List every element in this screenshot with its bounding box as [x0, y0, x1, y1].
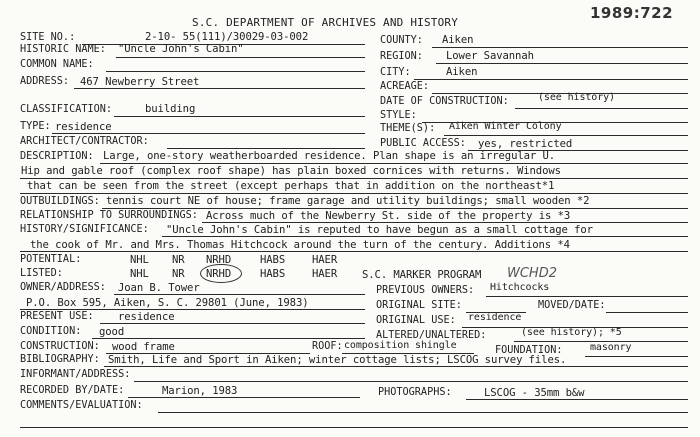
classification-line	[114, 116, 365, 117]
historic-name-label: HISTORIC NAME:	[20, 44, 106, 55]
listed-habs: HABS	[260, 268, 286, 280]
site-no-label: SITE NO.:	[20, 32, 76, 43]
marker-program-label: S.C. MARKER PROGRAM	[362, 269, 482, 281]
site-no-value: 2-10- 55(111)/30029-03-002	[145, 31, 309, 43]
description-rule-1	[100, 163, 688, 164]
city-value: Aiken	[446, 66, 478, 78]
classification-label: CLASSIFICATION:	[20, 104, 113, 115]
recorded-line	[128, 397, 360, 398]
marker-handwritten-note: WCHD2	[507, 266, 557, 281]
potential-nrhd: NRHD	[206, 254, 232, 266]
address-label: ADDRESS:	[20, 76, 70, 87]
date-construction-line	[515, 108, 688, 109]
architect-label: ARCHITECT/CONTRACTOR:	[20, 136, 149, 147]
relationship-label: RELATIONSHIP TO SURROUNDINGS:	[20, 210, 198, 221]
history-line-2: the cook of Mr. and Mrs. Thomas Hitchcock around the turn of the century. Additions *4	[30, 239, 570, 251]
architect-line	[167, 148, 365, 149]
listed-label: LISTED:	[20, 268, 63, 279]
style-label: STYLE:	[380, 110, 417, 121]
moved-date-label: MOVED/DATE:	[538, 300, 606, 311]
owner-rule-1	[114, 294, 365, 295]
historic-name-value: "Uncle John's Cabin"	[118, 43, 244, 55]
original-site-label: ORIGINAL SITE:	[376, 300, 462, 311]
outbuildings-value: tennis court NE of house; frame garage and utility buildings; small wooden *2	[106, 195, 590, 207]
outbuildings-line	[102, 208, 688, 209]
roof-label: ROOF:	[312, 341, 343, 352]
relationship-line	[202, 222, 688, 223]
photographs-label: PHOTOGRAPHS:	[378, 387, 452, 398]
region-label: REGION:	[380, 51, 423, 62]
common-name-line	[106, 71, 365, 72]
comments-label: COMMENTS/EVALUATION:	[20, 400, 143, 411]
potential-label: POTENTIAL:	[20, 254, 82, 265]
relationship-value: Across much of the Newberry St. side of the property is *3	[206, 210, 571, 222]
previous-owners-label: PREVIOUS OWNERS:	[376, 285, 475, 296]
present-use-value: residence	[118, 311, 175, 323]
moved-date-line	[606, 312, 688, 313]
history-rule-2	[20, 251, 688, 252]
acreage-label: ACREAGE:	[380, 81, 430, 92]
address-value: 467 Newberry Street	[80, 76, 200, 88]
county-line	[432, 47, 688, 48]
public-access-label: PUBLIC ACCESS:	[380, 138, 466, 149]
owner-line-1: Joan B. Tower	[118, 282, 200, 294]
informant-label: INFORMANT/ADDRESS:	[20, 369, 131, 380]
classification-value: building	[145, 103, 196, 115]
region-value: Lower Savannah	[446, 50, 534, 62]
roof-value: composition shingle	[344, 340, 457, 351]
history-label: HISTORY/SIGNIFICANCE:	[20, 224, 149, 235]
recorded-label: RECORDED BY/DATE:	[20, 385, 125, 396]
county-value: Aiken	[442, 34, 474, 46]
owner-label: OWNER/ADDRESS:	[20, 282, 106, 293]
city-label: CITY:	[380, 67, 411, 78]
potential-habs: HABS	[260, 254, 286, 266]
historic-name-line	[116, 57, 365, 58]
history-line-1: "Uncle John's Cabin" is reputed to have begun as a small cottage for	[166, 224, 593, 236]
photographs-line	[466, 399, 688, 400]
potential-haer: HAER	[312, 254, 338, 266]
listed-nhl: NHL	[130, 268, 149, 280]
potential-nhl: NHL	[130, 254, 149, 266]
construction-value: wood frame	[112, 341, 175, 353]
theme-line	[444, 135, 688, 136]
description-rule-2	[20, 178, 688, 179]
date-construction-label: DATE OF CONSTRUCTION:	[380, 96, 509, 107]
common-name-label: COMMON NAME:	[20, 59, 94, 70]
description-line-2: Hip and gable roof (complex roof shape) has plain boxed cornices with returns. Windows	[21, 165, 561, 177]
description-line-1: Large, one-story weatherboarded residence. Plan shape is an irregular U.	[103, 150, 556, 162]
informant-line	[134, 381, 688, 382]
foundation-label: FOUNDATION:	[495, 345, 563, 356]
foundation-line	[585, 356, 688, 357]
photographs-value: LSCOG - 35mm b&w	[484, 387, 585, 399]
owner-rule-2	[20, 309, 365, 310]
comments-rule-2	[20, 427, 688, 428]
potential-nr: NR	[172, 254, 185, 266]
city-line	[414, 79, 688, 80]
listed-nr: NR	[172, 268, 185, 280]
county-label: COUNTY:	[380, 35, 423, 46]
type-label: TYPE:	[20, 121, 51, 132]
previous-owners-line	[486, 296, 688, 297]
form-title: S.C. DEPARTMENT OF ARCHIVES AND HISTORY	[192, 16, 459, 29]
theme-label: THEME(S):	[380, 123, 436, 134]
theme-value: Aiken Winter Colony	[449, 121, 562, 132]
present-use-line	[100, 323, 365, 324]
bibliography-value: Smith, Life and Sport in Aiken; winter cottage lists; LSCOG survey files.	[108, 354, 567, 366]
date-construction-value: (see history)	[538, 92, 615, 103]
listed-haer: HAER	[312, 268, 338, 280]
previous-owners-value: Hitchcocks	[490, 282, 550, 293]
address-line	[74, 88, 365, 89]
description-line-3: that can be seen from the street (except perhaps that in addition on the northeast*1	[27, 180, 555, 192]
condition-line	[92, 338, 365, 339]
recorded-value: Marion, 1983	[162, 385, 238, 397]
condition-value: good	[99, 326, 125, 338]
altered-label: ALTERED/UNALTERED:	[376, 330, 487, 341]
description-label: DESCRIPTION:	[20, 151, 94, 162]
outbuildings-label: OUTBUILDINGS:	[20, 196, 100, 207]
original-use-value: residence	[468, 312, 522, 323]
public-access-value: yes, restricted	[478, 138, 573, 150]
original-use-label: ORIGINAL USE:	[376, 315, 456, 326]
accession-number: 1989:722	[590, 4, 674, 22]
condition-label: CONDITION:	[20, 326, 82, 337]
description-rule-3	[20, 193, 688, 194]
owner-line-2: P.O. Box 595, Aiken, S. C. 29801 (June, 1983)	[26, 297, 309, 309]
nrhd-circle-mark	[200, 264, 242, 283]
history-rule-1	[162, 236, 688, 237]
type-value: residence	[55, 121, 112, 133]
type-line	[52, 133, 365, 134]
construction-label: CONSTRUCTION:	[20, 341, 100, 352]
listed-nrhd: NRHD	[206, 268, 232, 280]
region-line	[436, 63, 688, 64]
present-use-label: PRESENT USE:	[20, 311, 94, 322]
bibliography-line	[104, 366, 688, 367]
bibliography-label: BIBLIOGRAPHY:	[20, 354, 100, 365]
comments-rule-1	[158, 412, 688, 413]
foundation-value: masonry	[590, 342, 632, 353]
altered-value: (see history); *5	[521, 327, 622, 338]
